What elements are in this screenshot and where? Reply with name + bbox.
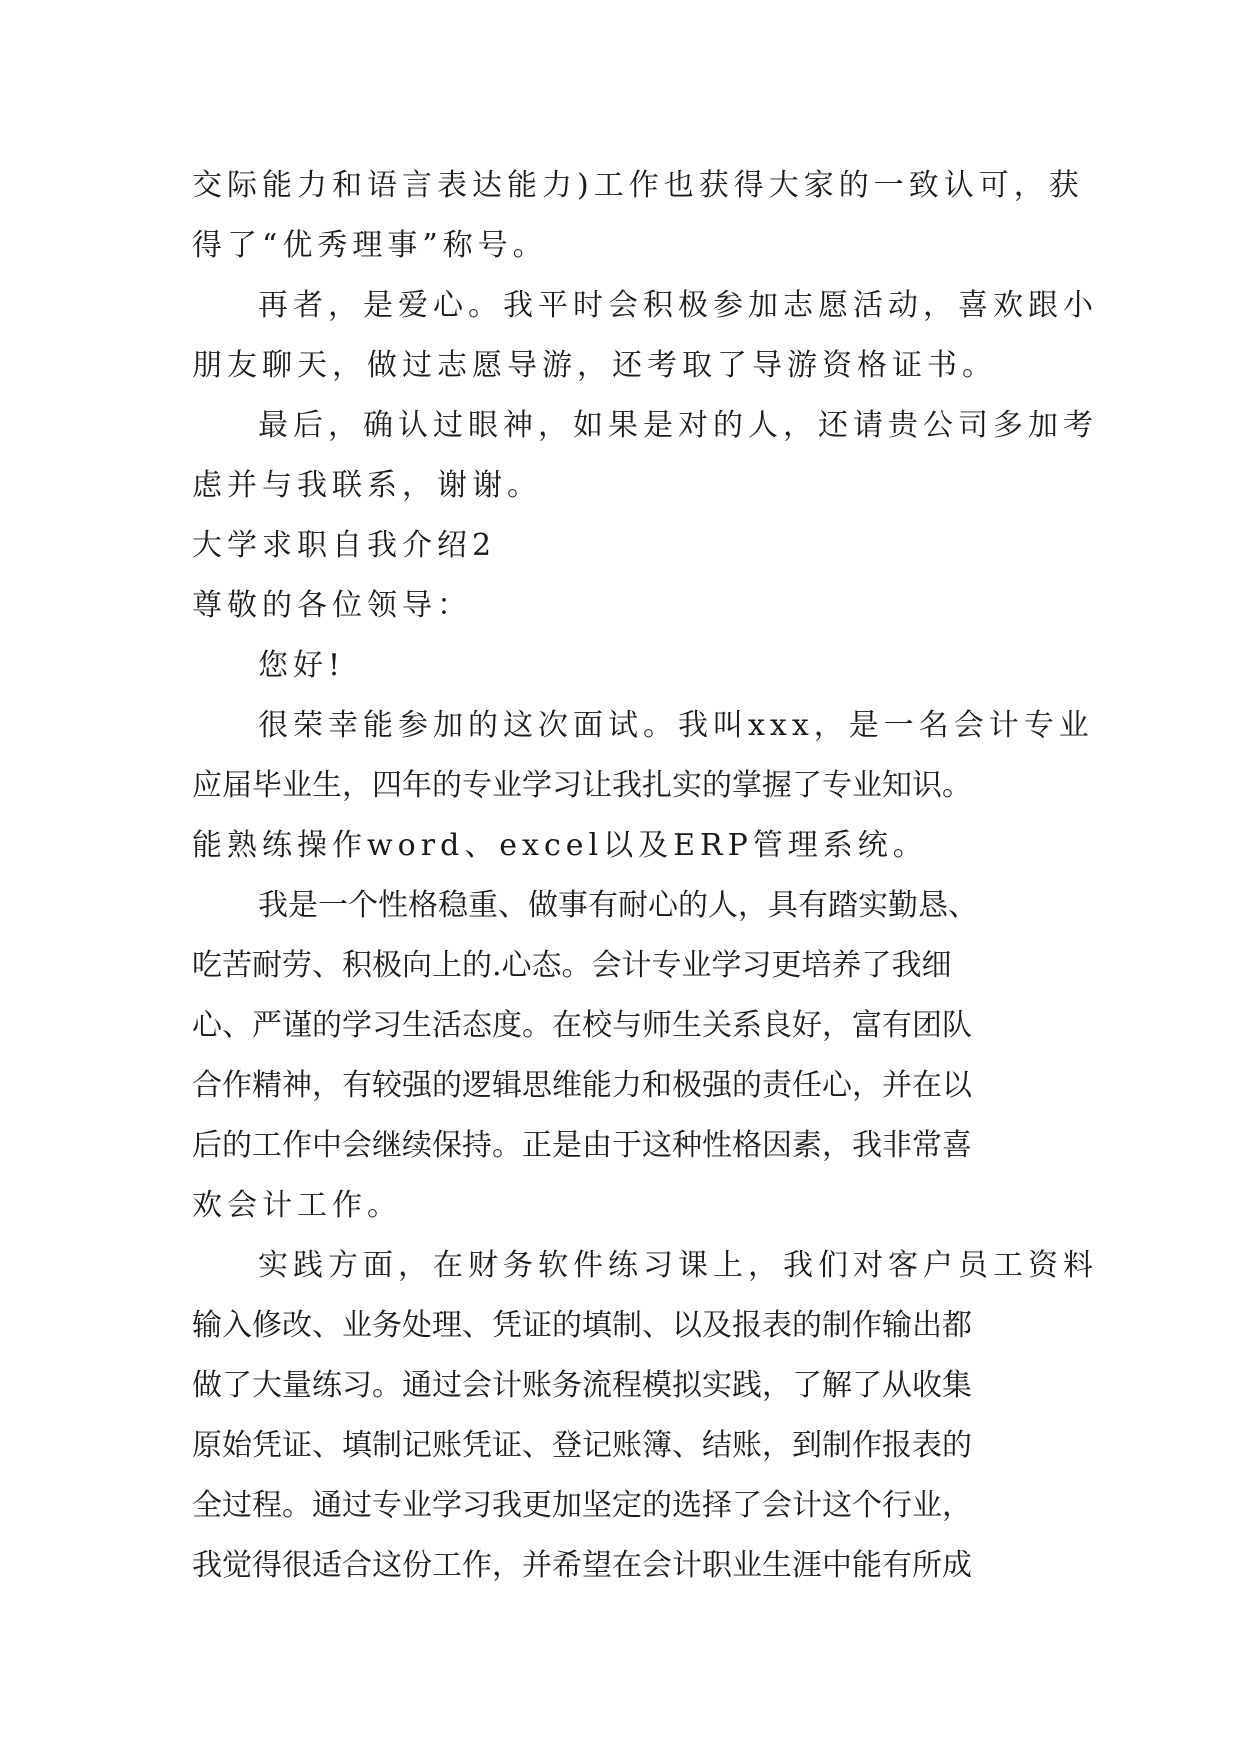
paragraph-start-line: 很荣幸能参加的这次面试。我叫xxx，是一名会计专业 xyxy=(258,708,1094,743)
text-line: 心、严谨的学习生活态度。在校与师生关系良好，富有团队 xyxy=(192,1008,972,1043)
text-line: 输入修改、业务处理、凭证的填制、以及报表的制作输出都 xyxy=(192,1308,972,1343)
text-line: 虑并与我联系，谢谢。 xyxy=(192,468,542,503)
text-line: 交际能力和语言表达能力)工作也获得大家的一致认可，获 xyxy=(192,168,1084,203)
text-line: 吃苦耐劳、积极向上的.心态。会计专业学习更培养了我细 xyxy=(192,948,952,983)
text-line: 欢会计工作。 xyxy=(192,1188,402,1223)
greeting: 您好! xyxy=(258,648,346,683)
text-line: 得了“优秀理事”称号。 xyxy=(192,228,548,263)
text-line: 合作精神，有较强的逻辑思维能力和极强的责任心，并在以 xyxy=(192,1068,972,1103)
paragraph-start-line: 我是一个性格稳重、做事有耐心的人，具有踏实勤恳、 xyxy=(258,888,978,923)
text-line: 后的工作中会继续保持。正是由于这种性格因素，我非常喜 xyxy=(192,1128,972,1163)
text-line: 我觉得很适合这份工作，并希望在会计职业生涯中能有所成 xyxy=(192,1548,972,1583)
text-line: 能熟练操作word、excel以及ERP管理系统。 xyxy=(192,828,928,863)
paragraph-start-line: 最后，确认过眼神，如果是对的人，还请贵公司多加考 xyxy=(258,408,1098,443)
section-title: 大学求职自我介绍2 xyxy=(192,528,497,563)
document-body xyxy=(192,156,1098,1596)
paragraph-start-line: 再者，是爱心。我平时会积极参加志愿活动，喜欢跟小 xyxy=(258,288,1098,323)
text-line: 应届毕业生，四年的专业学习让我扎实的掌握了专业知识。 xyxy=(192,768,972,803)
salutation: 尊敬的各位领导： xyxy=(192,588,472,623)
paragraph-start-line: 实践方面，在财务软件练习课上，我们对客户员工资料 xyxy=(258,1248,1098,1283)
text-line: 原始凭证、填制记账凭证、登记账簿、结账，到制作报表的 xyxy=(192,1428,972,1463)
text-line: 做了大量练习。通过会计账务流程模拟实践，了解了从收集 xyxy=(192,1368,972,1403)
text-line: 全过程。通过专业学习我更加坚定的选择了会计这个行业， xyxy=(192,1488,972,1523)
text-line: 朋友聊天，做过志愿导游，还考取了导游资格证书。 xyxy=(192,348,997,383)
